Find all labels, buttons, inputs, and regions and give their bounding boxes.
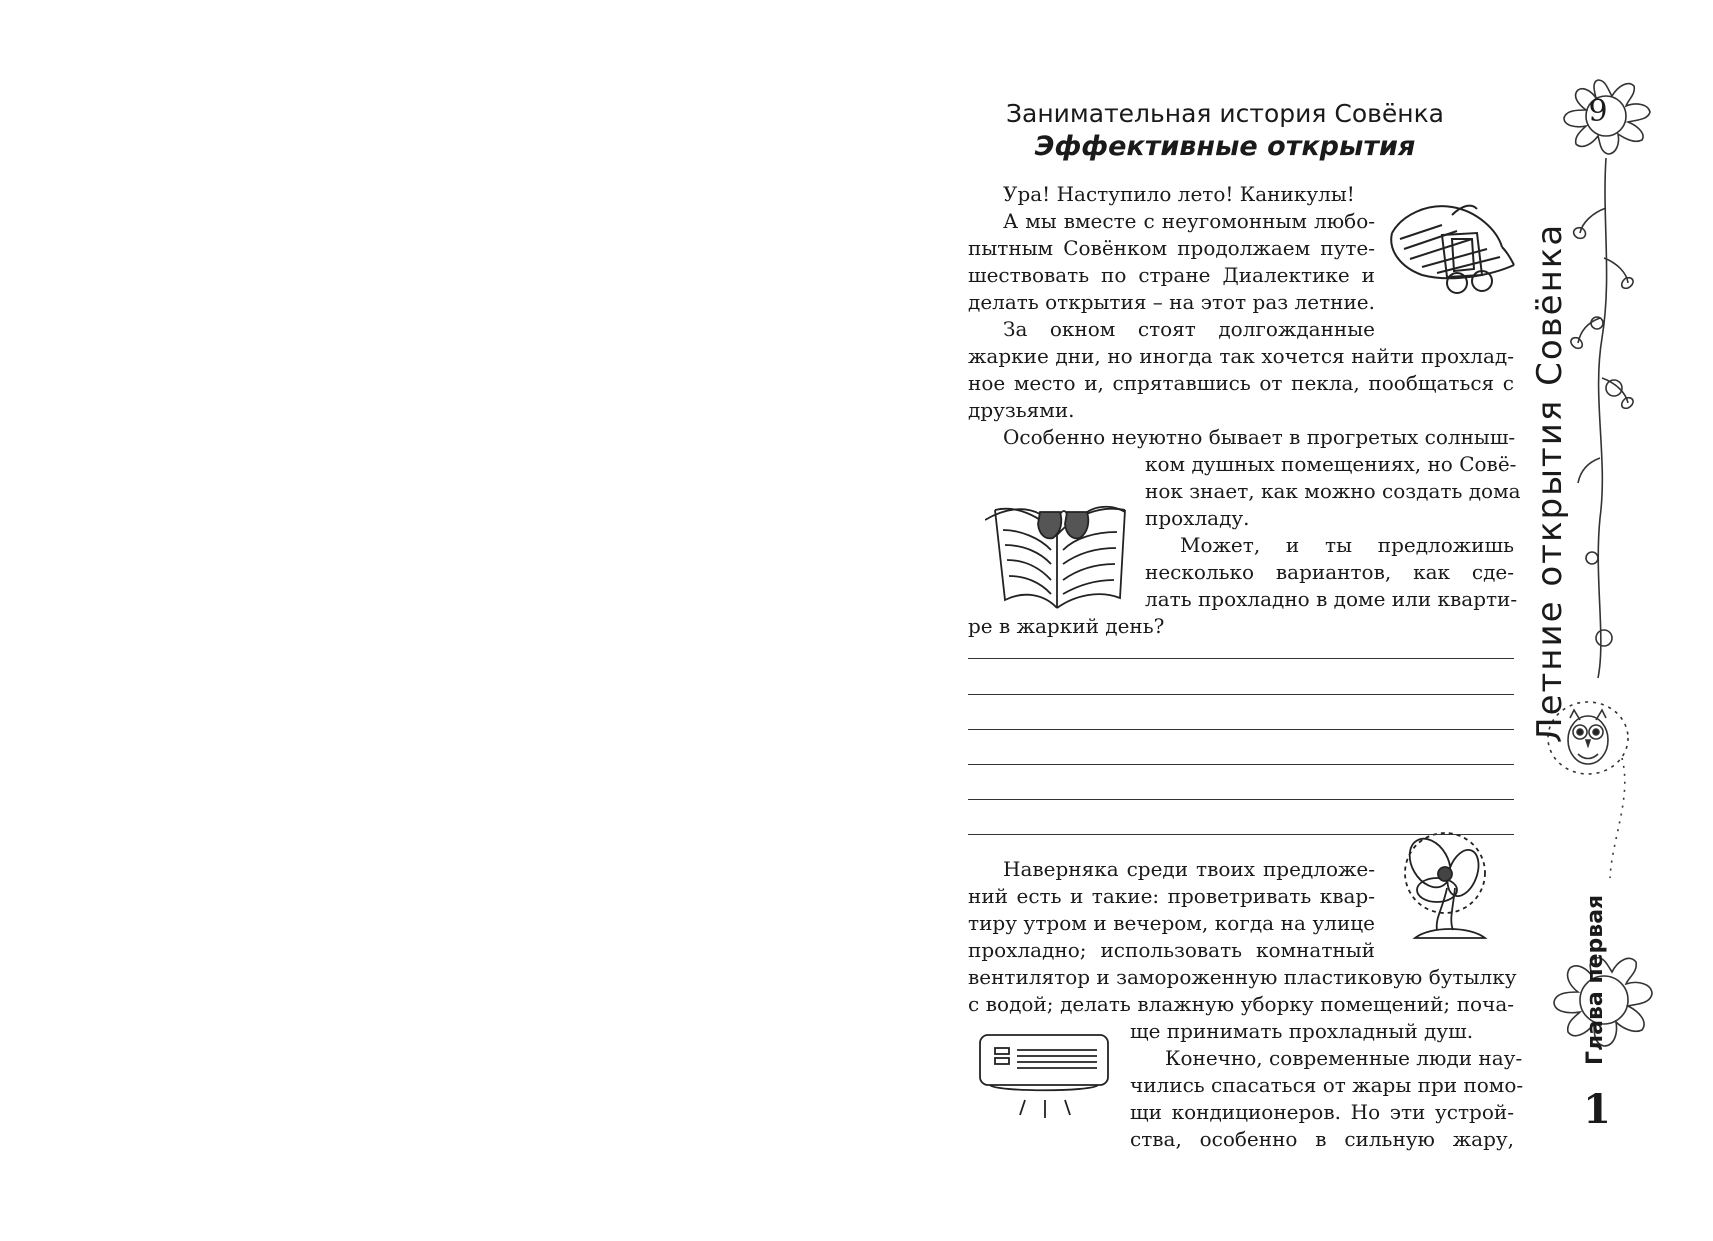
text-line: с водой; делать влажную уборку помещений; поча- — [968, 992, 1514, 1016]
text-line: щи кондиционеров. Но эти устрой- — [1130, 1100, 1514, 1124]
chapter-number: 1 — [1583, 1086, 1611, 1133]
text-line: Может, и ты предложишь — [1180, 533, 1514, 557]
text-line: ний есть и такие: проветривать квар- — [968, 884, 1375, 908]
text-line: шествовать по стране Диалектике и — [968, 263, 1375, 287]
text-line: чились спасаться от жары при помо- — [1130, 1073, 1524, 1097]
text-line: Конечно, современные люди нау- — [1165, 1046, 1523, 1070]
text-line: несколько вариантов, как сде- — [1145, 560, 1514, 584]
hat-icon — [1382, 195, 1522, 295]
chapter-label-text: Глава первая — [1583, 894, 1608, 1065]
answer-line[interactable] — [968, 729, 1514, 730]
fan-icon — [1375, 828, 1515, 948]
text-line: тиру утром и вечером, когда на улице — [968, 911, 1375, 935]
text-line: нок знает, как можно создать дома — [1145, 479, 1521, 503]
text-line: делать открытия – на этот раз летние. — [968, 290, 1375, 314]
text-line: друзьями. — [968, 398, 1075, 422]
text-line: пытным Совёнком продолжаем путе- — [968, 236, 1375, 260]
text-line: ре в жаркий день? — [968, 614, 1165, 638]
text-line: ное место и, спрятавшись от пекла, пообщаться с — [968, 371, 1514, 395]
answer-line[interactable] — [968, 694, 1514, 695]
answer-line[interactable] — [968, 658, 1514, 659]
answer-line[interactable] — [968, 764, 1514, 765]
chapter-label — [1572, 875, 1612, 1065]
text-line: вентилятор и замороженную пластиковую бутылку — [968, 965, 1517, 989]
text-line: ще принимать прохладный душ. — [1130, 1019, 1474, 1043]
answer-line[interactable] — [968, 834, 1514, 835]
book-title — [1510, 163, 1570, 743]
text-line: Особенно неуютно бывает в прогретых солныш- — [1003, 425, 1516, 449]
text-line: Наверняка среди твоих предложе- — [1003, 857, 1375, 881]
page-subtitle: Эффективные открытия — [1034, 131, 1416, 162]
text-line: За окном стоят долгожданные — [1003, 317, 1375, 341]
page-title: Занимательная история Совёнка — [1005, 99, 1444, 128]
page-number: 9 — [1588, 94, 1608, 129]
text-line: ства, особенно в сильную жару, — [1130, 1127, 1514, 1151]
text-line: лать прохладно в доме или кварти- — [1145, 587, 1518, 611]
book-with-glasses-icon — [985, 490, 1135, 615]
answer-line[interactable] — [968, 799, 1514, 800]
text-line: жаркие дни, но иногда так хочется найти прохлад- — [968, 344, 1514, 368]
book-title-text: Летние открытия Совёнка — [1530, 222, 1570, 743]
text-line: прохладу. — [1145, 506, 1250, 530]
text-line: ком душных помещениях, но Совё- — [1145, 452, 1517, 476]
text-line: А мы вместе с неугомонным любо- — [1003, 209, 1375, 233]
air-conditioner-icon — [975, 1030, 1115, 1125]
text-line: Ура! Наступило лето! Каникулы! — [1003, 182, 1355, 206]
text-line: прохладно; использовать комнатный — [968, 938, 1375, 962]
